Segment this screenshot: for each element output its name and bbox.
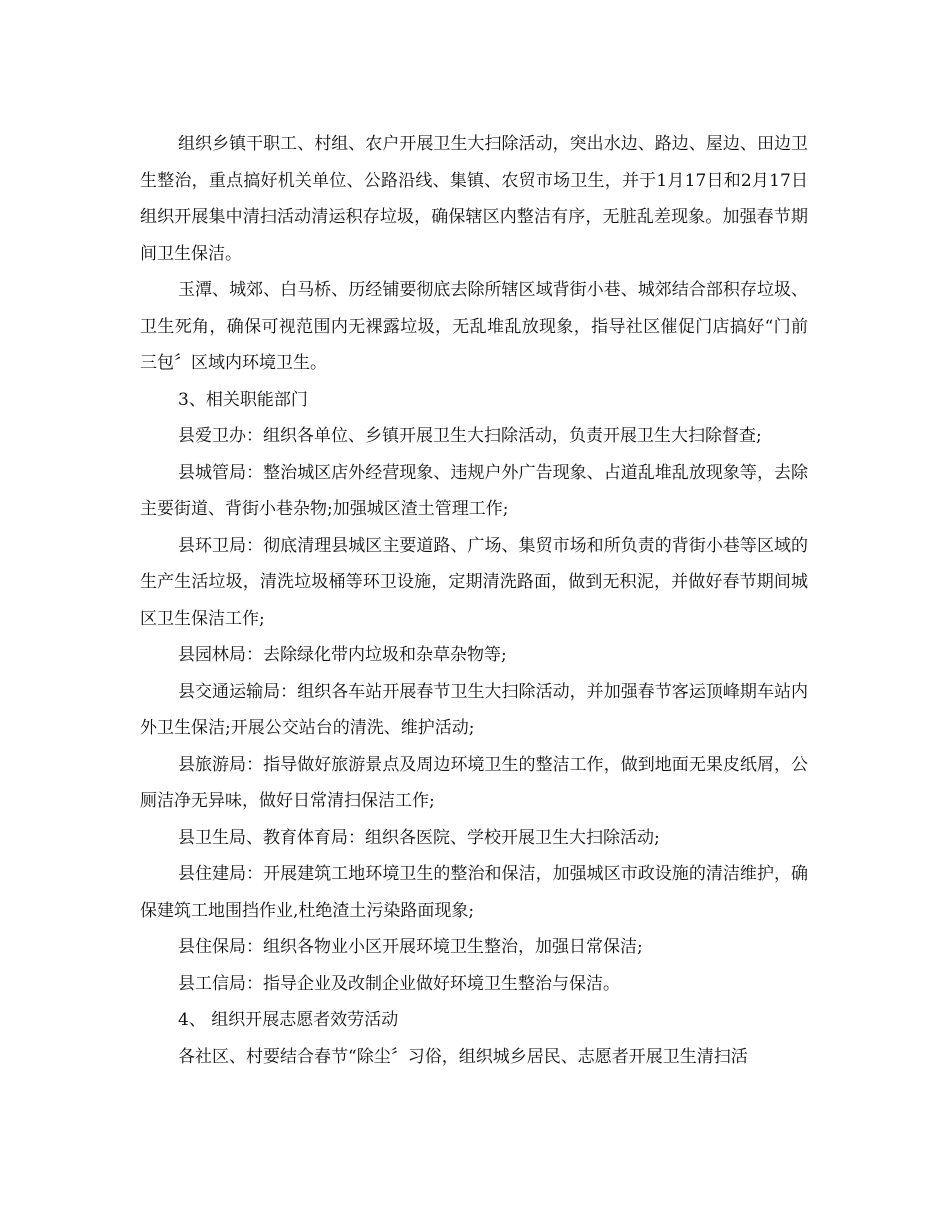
document-body <box>140 126 808 1075</box>
paragraph-community-volunteers: 各社区、村要结合春节“除尘〞习俗，组织城乡居民、志愿者开展卫生清扫活 <box>178 1046 748 1067</box>
paragraph-patriotic-health-office: 县爱卫办：组织各单位、乡镇开展卫生大扫除活动，负责开展卫生大扫除督查; <box>178 426 762 446</box>
paragraph-landscape-bureau: 县园林局：去除绿化带内垃圾和杂草杂物等; <box>178 645 507 665</box>
paragraph-tourism-bureau: 县旅游局：指导做好旅游景点及周边环境卫生的整洁工作，做到地面无果皮纸屑，公厕洁净无异味，做好日常清扫保洁工作; <box>140 754 808 811</box>
paragraph-subdistrict-cleanup: 玉潭、城郊、白马桥、历经铺要彻底去除所辖区域背街小巷、城郊结合部积存垃圾、卫生死角，确保可视范围内无裸露垃圾，无乱堆乱放现象，指导社区催促门店搞好“门前三包〞区域内环境卫生。 <box>140 280 808 373</box>
paragraph-health-education: 县卫生局、教育体育局：组织各医院、学校开展卫生大扫除活动; <box>178 827 660 848</box>
paragraph-housing-security: 县住保局：组织各物业小区开展环境卫生整治，加强日常保洁; <box>178 937 643 957</box>
paragraph-housing-construction: 县住建局：开展建筑工地环境卫生的整治和保洁，加强城区市政设施的清洁维护，确保建筑工地围挡作业,杜绝渣土污染路面现象; <box>140 864 808 921</box>
paragraph-transport-bureau: 县交通运输局：组织各车站开展春节卫生大扫除活动，并加强春节客运顶峰期车站内外卫生保洁;开展公交站台的清洗、维护活动; <box>140 681 808 738</box>
paragraph-urban-management: 县城管局：整治城区店外经营现象、违规户外广告现象、占道乱堆乱放现象等，去除主要街道、背街小巷杂物;加强城区渣土管理工作; <box>140 462 808 519</box>
section-heading-departments: 3、相关职能部门 <box>178 389 308 410</box>
paragraph-sanitation-bureau: 县环卫局：彻底清理县城区主要道路、广场、集贸市场和所负责的背街小巷等区域的生产生活垃圾，清洗垃圾桶等环卫设施，定期清洗路面，做到无积泥，并做好春节期间城区卫生保洁工作; <box>140 535 808 629</box>
paragraph-township-cleanup: 组织乡镇干职工、村组、农户开展卫生大扫除活动，突出水边、路边、屋边、田边卫生整治，重点搞好机关单位、公路沿线、集镇、农贸市场卫生，并于1月17日和2月17日组织开展集中清扫活动清运积存垃圾，确保辖区内整洁有序，无脏乱差现象。加强春节期间卫生保洁。 <box>140 134 808 264</box>
paragraph-industry-info: 县工信局：指导企业及改制企业做好环境卫生整治与保洁。 <box>178 973 620 994</box>
section-heading-volunteers: 4、 组织开展志愿者效劳活动 <box>178 1010 399 1030</box>
